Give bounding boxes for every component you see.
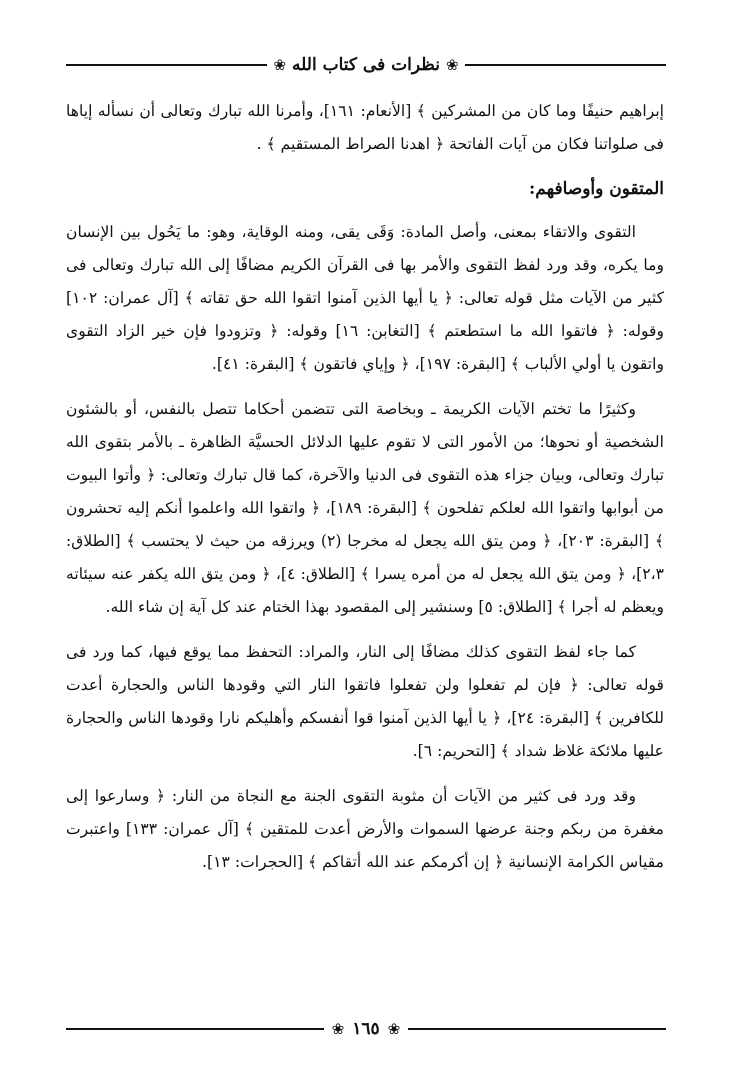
- paragraph: وكثيرًا ما تختم الآيات الكريمة ـ وبخاصة التى تتضمن أحكاما تتصل بالنفس، أو بالشئون الشخصية أو نحوها؛ من الأمور التى لا تقوم عليها الدلائل الحسيَّة الظاهرة ـ بالأمر بتقوى الله تبارك وتعالى، وبيان جزاء هذه التقوى فى الدنيا والآخرة، كما قال تبارك وتعالى: ﴿ وأتوا البيوت من أبوابها واتقوا الله لعلكم تفلحون ﴾ [البقرة: ١٨٩]، ﴿ واتقوا الله واعلموا أنكم إليه تحشرون ﴾ [البقرة: ٢٠٣]، ﴿ ومن يتق الله يجعل له مخرجا (٢) ويرزقه من حيث لا يحتسب ﴾ [الطلاق: ٢،٣]، ﴿ ومن يتق الله يجعل له من أمره يسرا ﴾ [الطلاق: ٤]، ﴿ ومن يتق الله يكفر عنه سيئاته ويعظم له أجرا ﴾ [الطلاق: ٥] وسنشير إلى المقصود بهذا الختام عند كل آية إن شاء الله.: [66, 400, 664, 616]
- header-rule-right: [465, 64, 666, 66]
- page-number-group: [324, 1019, 409, 1039]
- page-number: ١٦٥: [352, 1019, 380, 1039]
- header-rule-left: [66, 64, 267, 66]
- page-footer: [66, 1016, 666, 1042]
- header-title-group: [267, 55, 464, 75]
- paragraph: التقوى والاتقاء بمعنى، وأصل المادة: وَقَى يقى، ومنه الوقاية، وهو: ما يَحُول بين الإنسان وما يكره، وقد ورد لفظ التقوى والأمر بها فى القرآن الكريم مضافًا إلى الله تبارك وتعالى فى كثير من الآيات مثل قوله تعالى: ﴿ يا أيها الذين آمنوا اتقوا الله حق تقاته ﴾ [آل عمران: ١٠٢] وقوله: ﴿ فاتقوا الله ما استطعتم ﴾ [التغابن: ١٦] وقوله: ﴿ وتزودوا فإن خير الزاد التقوى واتقون يا أولي الألباب ﴾ [البقرة: ١٩٧]، ﴿ وإياي فاتقون ﴾ [البقرة: ٤١].: [66, 223, 664, 373]
- paragraph: كما جاء لفظ التقوى كذلك مضافًا إلى النار، والمراد: التحفظ مما يوقع فيها، كما ورد فى قوله تعالى: ﴿ فإن لم تفعلوا ولن تفعلوا فاتقوا النار التي وقودها الناس والحجارة أعدت للكافرين ﴾ [البقرة: ٢٤]، ﴿ يا أيها الذين آمنوا قوا أنفسكم وأهليكم نارا وقودها الناس والحجارة عليها ملائكة غلاظ شداد ﴾ [التحريم: ٦].: [66, 643, 664, 760]
- footer-rule-right: [408, 1028, 666, 1030]
- paragraph: وقد ورد فى كثير من الآيات أن مثوبة التقوى الجنة مع النجاة من النار: ﴿ وسارعوا إلى مغفرة من ربكم وجنة عرضها السموات والأرض أعدت للمتقين ﴾ [آل عمران: ١٣٣] واعتبرت مقياس الكرامة الإنسانية ﴿ إن أكرمكم عند الله أتقاكم ﴾ [الحجرات: ١٣].: [66, 787, 665, 871]
- footer-rule-left: [66, 1028, 324, 1030]
- paragraph: إبراهيم حنيفًا وما كان من المشركين ﴾ [الأنعام: ١٦١]، وأمرنا الله تبارك وتعالى أن نسأله إياها فى صلواتنا فكان من آيات الفاتحة ﴿ اهدنا الصراط المستقيم ﴾ .: [66, 102, 664, 153]
- page-body: [66, 95, 664, 891]
- book-title: نظرات فى كتاب الله: [292, 55, 440, 75]
- running-header: [66, 50, 666, 80]
- flower-ornament-icon: ❀: [445, 55, 459, 74]
- flower-ornament-icon: ❀: [387, 1019, 401, 1038]
- flower-ornament-icon: ❀: [273, 55, 287, 74]
- flower-ornament-icon: ❀: [331, 1019, 345, 1038]
- section-heading: المتقون وأوصافهم:: [529, 179, 664, 199]
